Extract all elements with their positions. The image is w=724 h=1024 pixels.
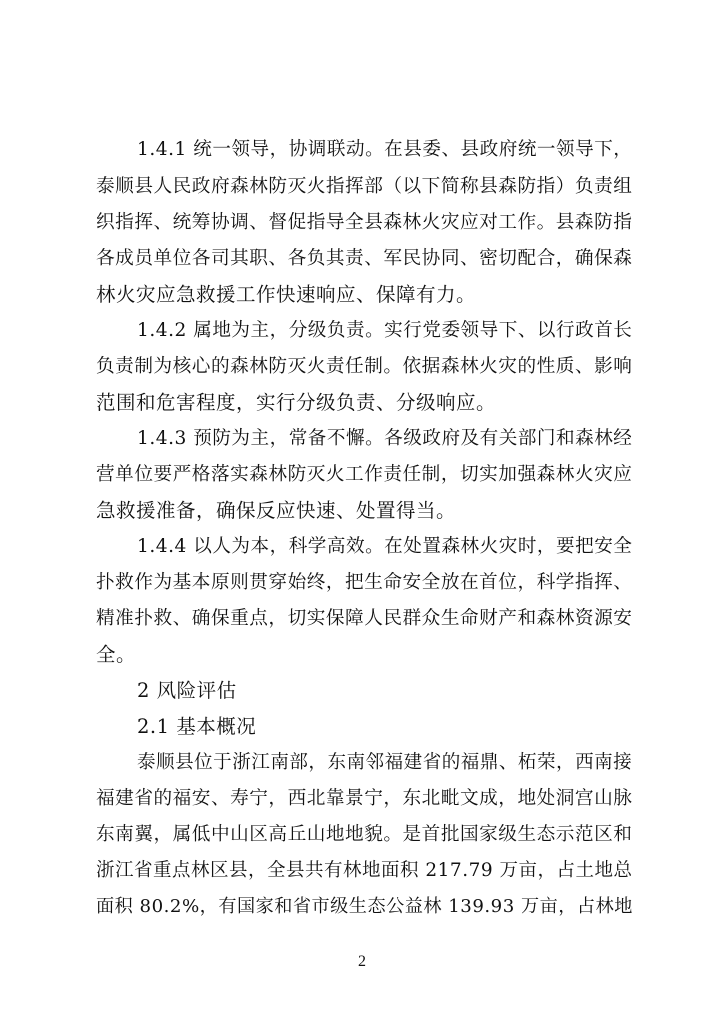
paragraph-1-4-4-line-2: 扑救作为基本原则贯穿始终，把生命安全放在首位，科学指挥、 [96,572,633,593]
paragraph-1-4-2-line-2: 负责制为核心的森林防灭火责任制。依据森林火灾的性质、影响 [96,356,633,377]
paragraph-1-4-1-line-4: 各成员单位各司其职、各负其责、军民协同、密切配合，确保森 [96,248,633,269]
paragraph-1-4-4-line-3: 精准扑救、确保重点，切实保障人民群众生命财产和森林资源安 [96,608,633,629]
paragraph-1-4-3-line-2: 营单位要严格落实森林防灭火工作责任制，切实加强森林火灾应 [96,464,633,485]
paragraph-1-4-1-line-1: 1.4.1 统一领导，协调联动。在县委、县政府统一领导下， [137,139,633,160]
paragraph-2-1-line-1: 泰顺县位于浙江南部，东南邻福建省的福鼎、柘荣，西南接 [137,752,633,773]
page-number: 2 [358,953,366,970]
paragraph-1-4-1-line-2: 泰顺县人民政府森林防灭火指挥部（以下简称县森防指）负责组 [96,176,633,197]
subsection-heading-2-1: 2.1 基本概况 [137,715,257,738]
paragraph-2-1-line-3: 东南翼，属低中山区高丘山地地貌。是首批国家级生态示范区和 [96,824,633,845]
paragraph-1-4-1-line-3: 织指挥、统筹协调、督促指导全县森林火灾应对工作。县森防指 [96,212,633,233]
paragraph-1-4-1-line-5: 林火灾应急救援工作快速响应、保障有力。 [96,283,477,306]
paragraph-1-4-2-line-3: 范围和危害程度，实行分级负责、分级响应。 [96,391,497,414]
paragraph-1-4-3-line-3: 急救援准备，确保反应快速、处置得当。 [96,499,457,522]
paragraph-1-4-3-line-1: 1.4.3 预防为主，常备不懈。各级政府及有关部门和森林经 [137,428,633,449]
paragraph-2-1-line-5: 面积 80.2%，有国家和省市级生态公益林 139.93 万亩，占林地 [96,896,633,917]
paragraph-2-1-line-2: 福建省的福安、寿宁，西北靠景宁，东北毗文成，地处洞宫山脉 [96,788,633,809]
paragraph-2-1-line-4: 浙江省重点林区县，全县共有林地面积 217.79 万亩，占土地总 [96,860,633,881]
section-heading-2: 2 风险评估 [137,679,237,702]
paragraph-1-4-2-line-1: 1.4.2 属地为主，分级负责。实行党委领导下、以行政首长 [137,320,633,341]
paragraph-1-4-4-line-4: 全。 [96,643,137,666]
paragraph-1-4-4-line-1: 1.4.4 以人为本，科学高效。在处置森林火灾时，要把安全 [137,536,633,557]
